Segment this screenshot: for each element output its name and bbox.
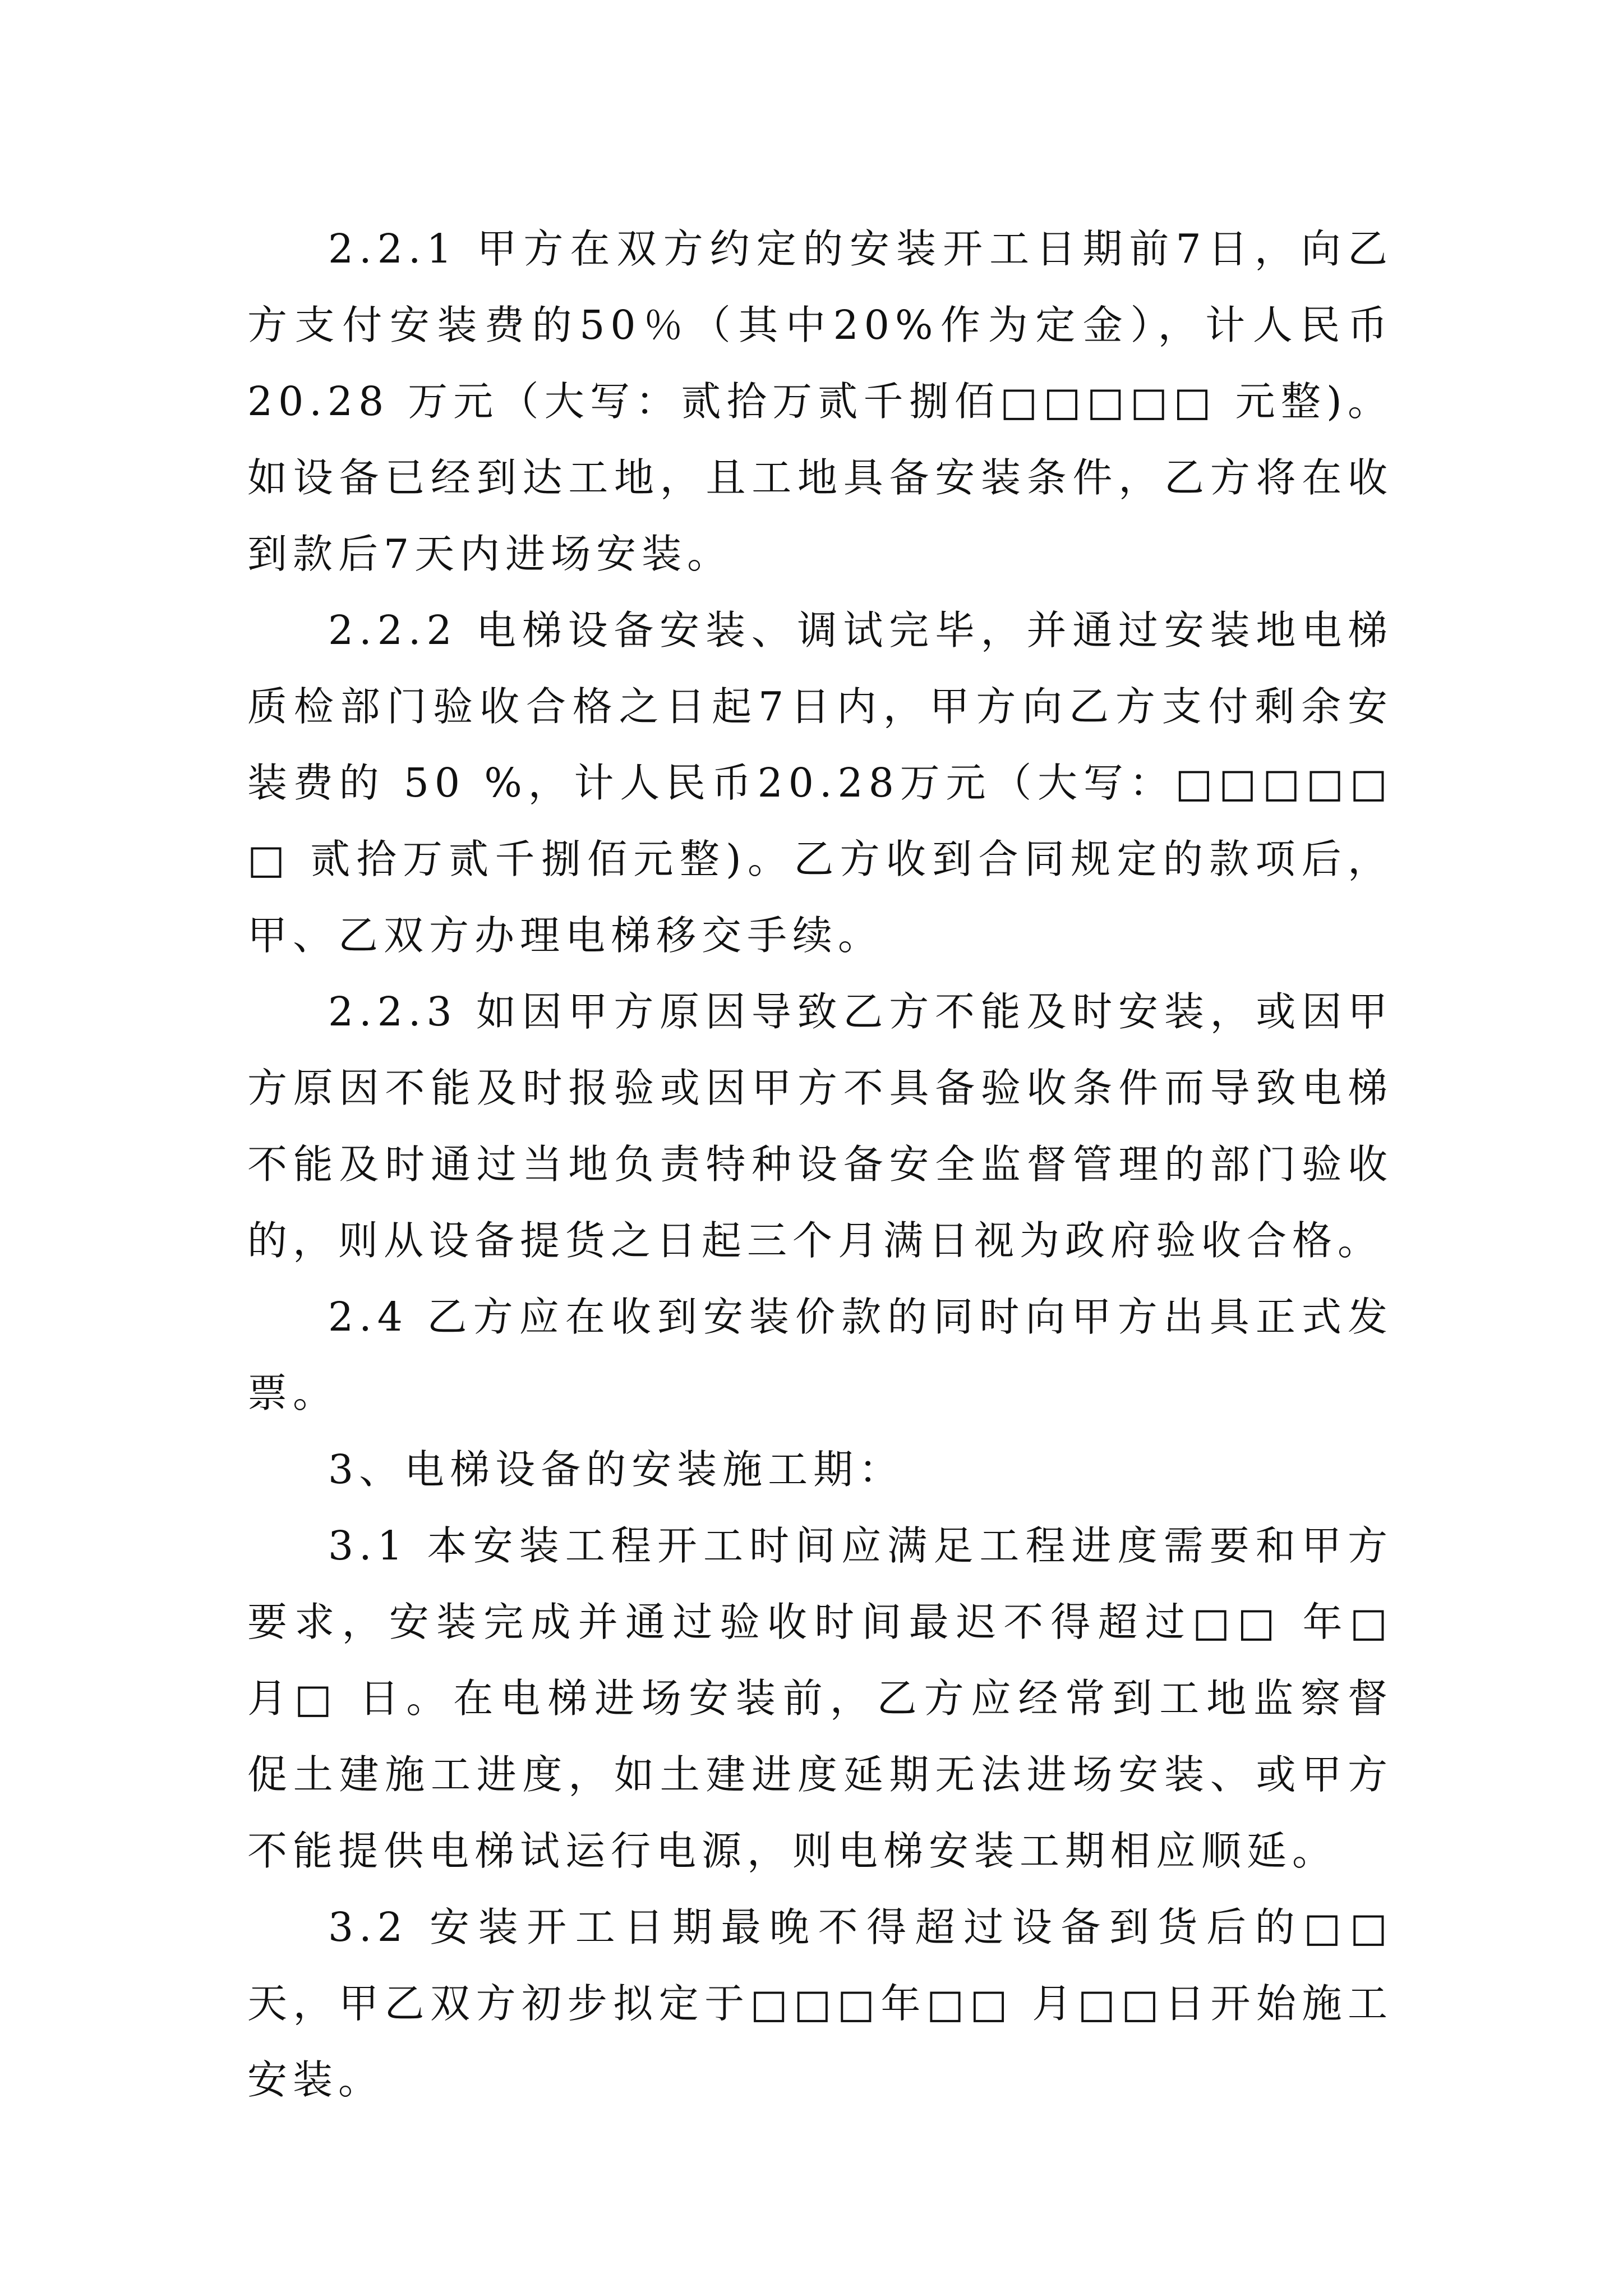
paragraph-2-2-1: 2.2.1 甲方在双方约定的安装开工日期前7日，向乙方支付安装费的50％（其中20%作为定金），计人民币 20.28 万元（大写：贰拾万贰千捌佰□□□□□ 元整)。如设备已经到达工地，且工地具备安装条件，乙方将在收到款后7天内进场安装。 — [247, 226, 1393, 577]
paragraph-2-2-3: 2.2.3 如因甲方原因导致乙方不能及时安装，或因甲方原因不能及时报验或因甲方不具备验收条件而导致电梯不能及时通过当地负责特种设备安全监督管理的部门验收的，则从设备提货之日起三个月满日视为政府验收合格。 — [247, 988, 1393, 1264]
paragraph-3-1: 3.1 本安装工程开工时间应满足工程进度需要和甲方要求，安装完成并通过验收时间最迟不得超过□□ 年□ 月□ 日。在电梯进场安装前，乙方应经常到工地监察督促土建施工进度，如土建进度延期无法进场安装、或甲方不能提供电梯试运行电源，则电梯安装工期相应顺延。 — [247, 1522, 1393, 1874]
section-heading-3: 3、电梯设备的安装施工期： — [328, 1446, 905, 1493]
paragraph-2-4: 2.4 乙方应在收到安装价款的同时向甲方出具正式发票。 — [247, 1294, 1393, 1416]
paragraph-3-2: 3.2 安装开工日期最晚不得超过设备到货后的□□天，甲乙双方初步拟定于□□□年□□ 月□□日开始施工安装。 — [247, 1904, 1393, 2103]
paragraph-2-2-2: 2.2.2 电梯设备安装、调试完毕，并通过安装地电梯质检部门验收合格之日起7日内，甲方向乙方支付剩余安装费的 50 %，计人民币20.28万元（大写：□□□□□□ 贰拾万贰千捌佰元整)。乙方收到合同规定的款项后，甲、乙双方办理电梯移交手续。 — [247, 607, 1393, 959]
